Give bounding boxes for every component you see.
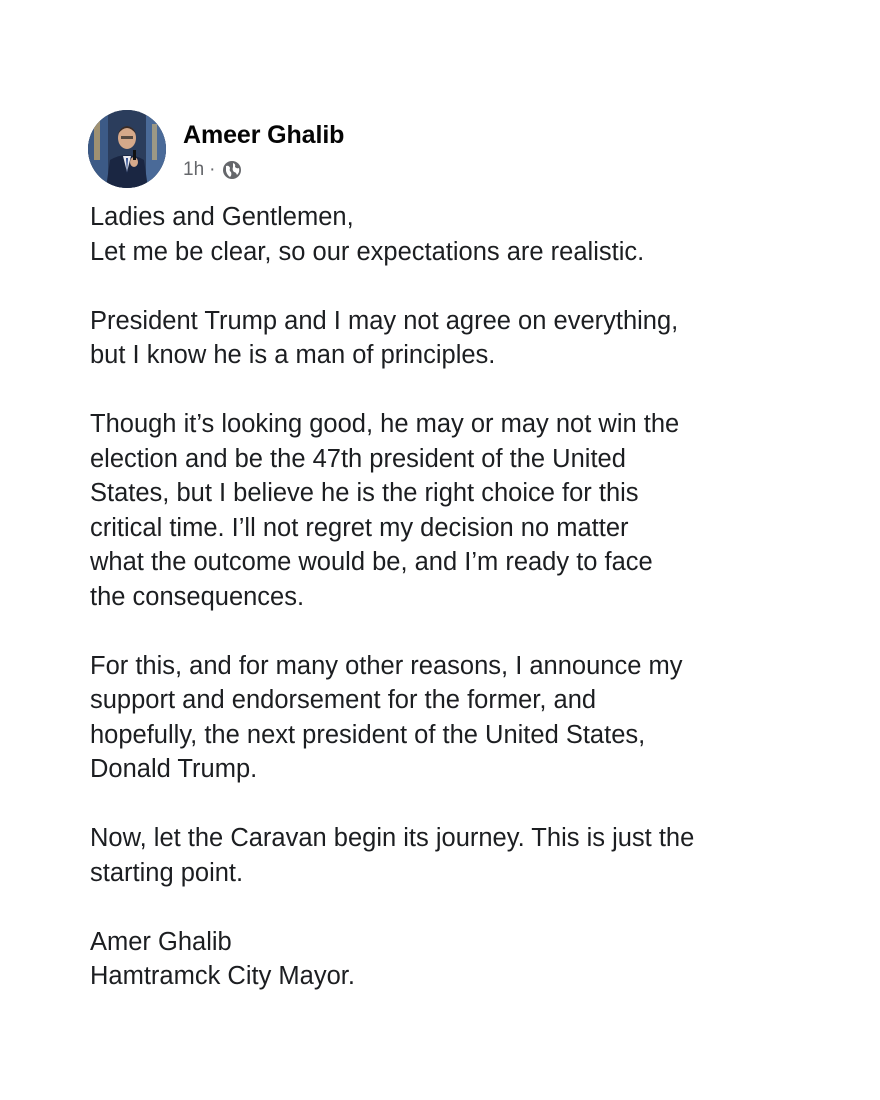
signature-name: Amer Ghalib <box>90 927 232 956</box>
meta-separator: · <box>209 159 216 180</box>
post-header <box>88 110 344 188</box>
post-body <box>90 200 830 1028</box>
text-line: support and endorsement for the former, and <box>90 686 597 714</box>
paragraph-3 <box>90 407 830 614</box>
text-line: President Trump and I may not agree on everything, <box>90 306 679 335</box>
profile-photo-icon <box>88 110 166 188</box>
text-line: the consequences. <box>90 582 305 611</box>
text-line: Though it’s looking good, he may or may not win the <box>90 410 680 438</box>
paragraph-5 <box>90 821 830 890</box>
paragraph-2 <box>90 304 830 373</box>
globe-icon[interactable] <box>222 160 242 180</box>
text-line: States, but I believe he is the right choice for this <box>90 479 639 507</box>
text-line: critical time. I’ll not regret my decision no matter <box>90 513 629 542</box>
text-line: what the outcome would be, and I’m ready to face <box>90 548 653 576</box>
post-meta <box>183 159 344 181</box>
text-line: For this, and for many other reasons, I announce my <box>90 651 683 680</box>
timestamp[interactable]: 1h <box>183 159 205 180</box>
text-line: Donald Trump. <box>90 755 258 783</box>
text-line: starting point. <box>90 858 244 887</box>
text-line: Ladies and Gentlemen, <box>90 203 354 231</box>
paragraph-4 <box>90 649 830 787</box>
text-line: election and be the 47th president of the United <box>90 444 626 473</box>
avatar[interactable] <box>88 110 166 188</box>
text-line: but I know he is a man of principles. <box>90 341 496 369</box>
author-name[interactable]: Ameer Ghalib <box>183 121 345 149</box>
text-line: Let me be clear, so our expectations are realistic. <box>90 237 645 266</box>
paragraph-1 <box>90 200 830 269</box>
text-line: hopefully, the next president of the United States, <box>90 720 646 749</box>
signature <box>90 925 830 994</box>
text-line: Now, let the Caravan begin its journey. This is just the <box>90 824 695 852</box>
post-meta-block <box>183 120 344 181</box>
signature-title: Hamtramck City Mayor. <box>90 962 355 990</box>
